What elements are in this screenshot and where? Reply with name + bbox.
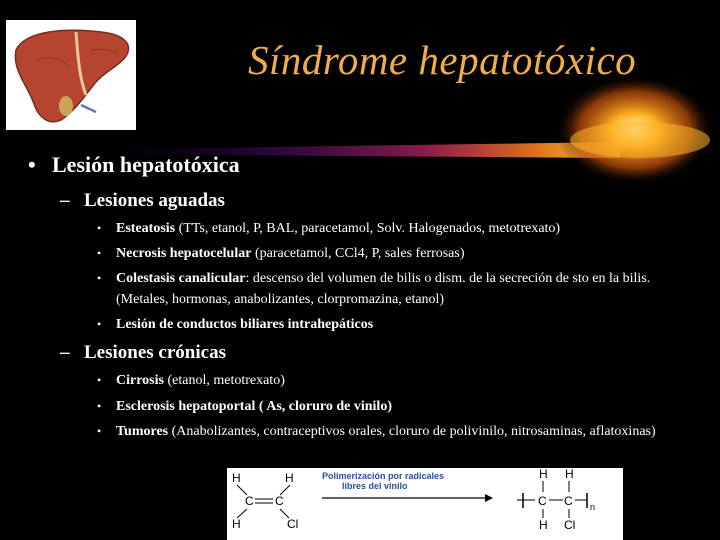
list-item [97, 243, 687, 264]
dash: – [60, 190, 70, 211]
reaction-caption: libres del vinilo [342, 481, 408, 491]
item-term: Necrosis hepatocelular [116, 246, 252, 261]
bullet: • [97, 424, 102, 438]
group-heading-text: Lesiones crónicas [84, 342, 226, 363]
list-item [97, 421, 687, 463]
atom-label: C [245, 494, 254, 508]
subscript-n: n [590, 502, 596, 512]
reaction-caption: Polimerización por radicales [322, 471, 445, 481]
item-term: Esclerosis hepatoportal ( As, cloruro de vinilo) [116, 399, 392, 414]
item-detail: : descenso del volumen de bilis o dism. de la secreción de sto en la bilis. (Metales, hormonas, anabolizantes, clorpromazina, etanol) [116, 271, 651, 307]
item-detail: (etanol, metotrexato) [163, 373, 285, 388]
item-term: Colestasis canalicular [116, 271, 246, 286]
item-term: Lesión de conductos biliares intrahepáticos [116, 317, 374, 332]
atom-label: C [564, 494, 573, 508]
group-heading-text: Lesiones aguadas [84, 190, 225, 211]
atom-label: H [539, 518, 548, 532]
atom-label: H [232, 471, 241, 485]
atom-label: C [538, 494, 547, 508]
item-term: Esteatosis [116, 221, 176, 236]
atom-label: Cl [287, 517, 299, 531]
reaction-svg [227, 468, 623, 540]
atom-label: C [275, 494, 284, 508]
item-detail: (paracetamol, CCl4, P, sales ferrosas) [251, 246, 465, 261]
slide-title: Síndrome hepatotóxico [248, 37, 637, 83]
bullet: • [97, 271, 102, 285]
atom-label: H [232, 517, 241, 531]
atom-label: H [565, 468, 574, 481]
item-detail: (TTs, etanol, P, BAL, paracetamol, Solv. Halogenados, metotrexato) [175, 221, 561, 236]
bullet: • [97, 373, 102, 387]
bullet: • [97, 246, 102, 260]
polymerization-diagram [227, 468, 623, 540]
atom-label: H [285, 471, 294, 485]
item-term: Tumores [116, 424, 169, 439]
list-item [97, 370, 687, 391]
atom-label: H [539, 468, 548, 481]
bullet: • [97, 221, 102, 235]
list-item [97, 396, 687, 417]
list-item [97, 314, 687, 335]
bullet: • [28, 152, 36, 177]
list-item [97, 218, 687, 239]
arrow-icon [485, 494, 493, 502]
bullet: • [97, 317, 102, 331]
item-term: Cirrosis [116, 373, 164, 388]
list-item [97, 268, 687, 310]
atom-label: Cl [564, 518, 576, 532]
bullet: • [97, 399, 102, 413]
item-detail: (Anabolizantes, contraceptivos orales, cloruro de polivinilo, nitrosaminas, aflatoxinas) [168, 424, 656, 439]
dash: – [60, 342, 70, 363]
section-heading-text: Lesión hepatotóxica [52, 152, 240, 177]
